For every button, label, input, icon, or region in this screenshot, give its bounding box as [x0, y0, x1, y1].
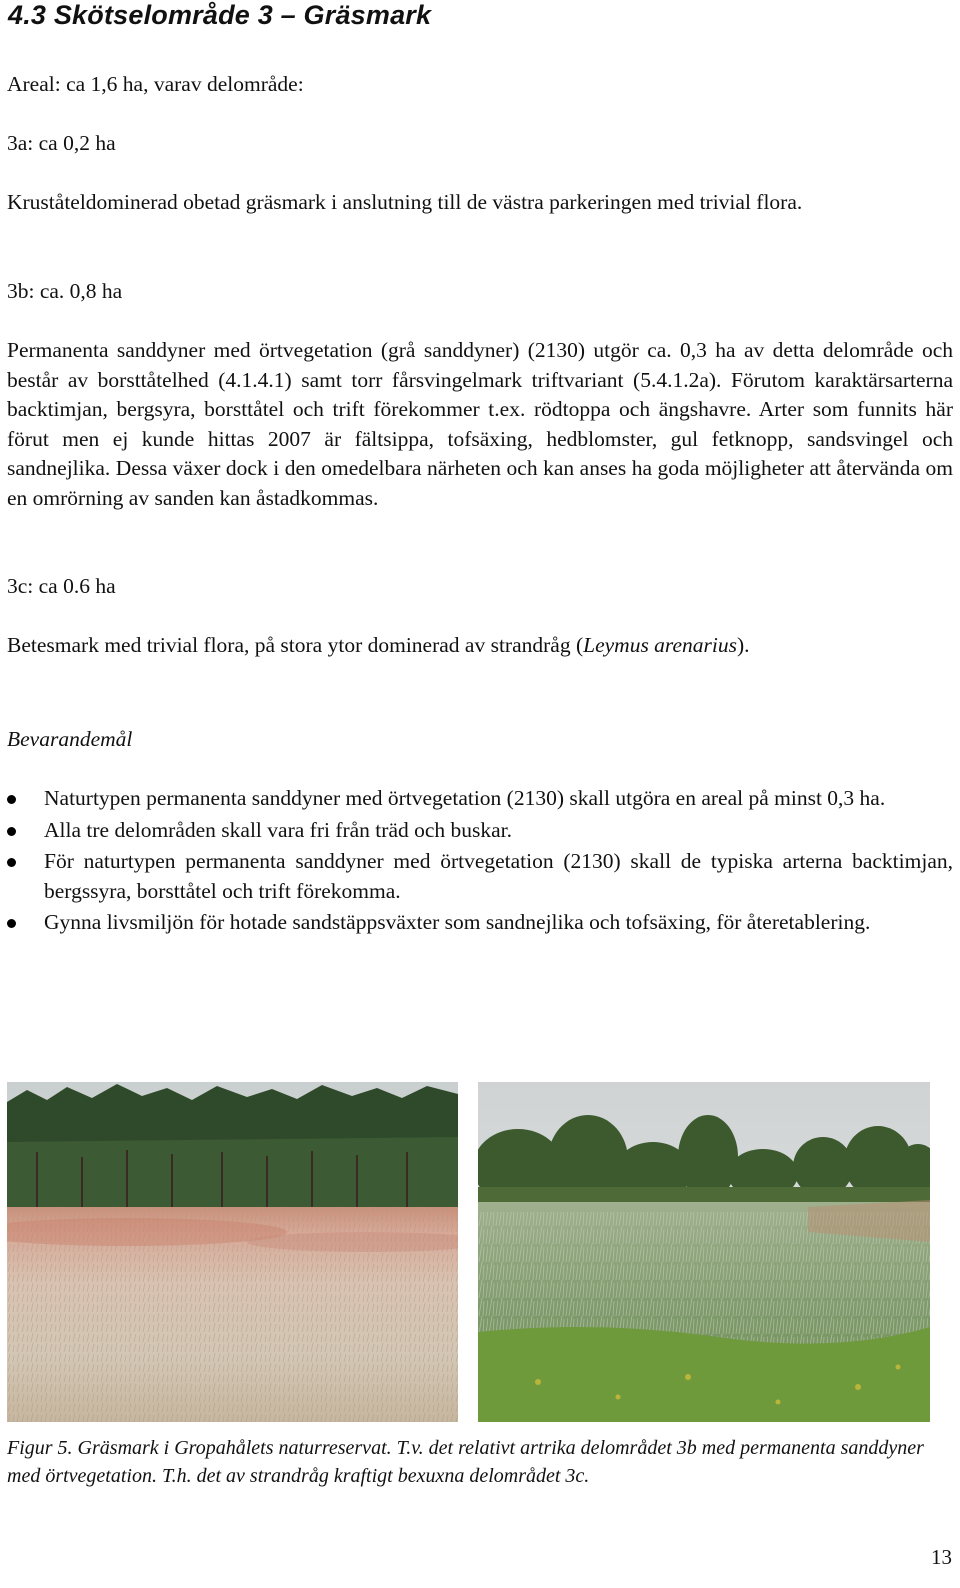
bullet-icon [7, 919, 16, 928]
goals-list [7, 784, 953, 940]
list-item [7, 784, 953, 814]
subarea-3b-text: Permanenta sanddyner med örtvegetation (grå sanddyner) (2130) utgör ca. 0,3 ha av detta delområde och består av borsttåtelhed (4.1.4.1) samt torr fårsvingelmark triftvariant (5.4.1.2a). Förutom karaktärsarterna backtimjan, bergsyra, borsttåtel och trift förekommer t.ex. rödtoppa och ängshavre. Arter som funnits här förut men ej kunde hittas 2007 är fältsippa, tofsäxing, hedblomster, gul fetknopp, sandsvingel och sandnejlika. Dessa växer dock i den omedelbara närheten och kan anses ha goda möjligheter att återvända om en omrörning av sanden kan åstadkommas. [7, 338, 953, 510]
subarea-3c-heading: 3c: ca 0.6 ha [7, 574, 116, 598]
list-item-text: För naturtypen permanenta sanddyner med örtvegetation (2130) skall de typiska arterna backtimjan, bergssyra, borsttåtel och trift förekomma. [44, 849, 953, 903]
section-heading: 4.3 Skötselområde 3 – Gräsmark [8, 0, 432, 30]
goals-subheading: Bevarandemål [7, 727, 133, 751]
species-name: Leymus arenarius [583, 633, 738, 657]
bullet-icon [7, 827, 16, 836]
list-item-text: Naturtypen permanenta sanddyner med örtvegetation (2130) skall utgöra en areal på minst 0,3 ha. [44, 786, 886, 810]
list-item [7, 908, 953, 938]
list-item-text: Alla tre delområden skall vara fri från träd och buskar. [44, 817, 513, 842]
subarea-3a-heading: 3a: ca 0,2 ha [7, 131, 116, 155]
subarea-3c-text-post: ). [737, 633, 750, 657]
subarea-3c-text [7, 631, 953, 661]
list-item [7, 847, 953, 906]
photo-grassland-3c [478, 1082, 930, 1422]
areal-paragraph: Areal: ca 1,6 ha, varav delområde: [7, 72, 304, 96]
subarea-3a-text: Kruståteldominerad obetad gräsmark i anslutning till de västra parkeringen med trivial flora. [7, 190, 803, 214]
subarea-3c-text-pre: Betesmark med trivial flora, på stora ytor dominerad av strandråg ( [7, 633, 584, 657]
subarea-3b-heading: 3b: ca. 0,8 ha [7, 279, 123, 303]
list-item-text: Gynna livsmiljön för hotade sandstäppsväxter som sandnejlika och tofsäxing, för återetablering. [44, 910, 871, 934]
figure-caption: Figur 5. Gräsmark i Gropahålets naturreservat. T.v. det relativt artrika delområdet 3b med permanenta sanddyner med örtvegetation. T.h. det av strandråg kraftigt bexuxna delområdet 3c. [7, 1437, 924, 1487]
bullet-icon [7, 858, 16, 867]
page-number: 13 [931, 1545, 952, 1569]
photo-grassland-3b [7, 1082, 458, 1422]
bullet-icon [7, 795, 16, 804]
list-item [7, 816, 953, 846]
